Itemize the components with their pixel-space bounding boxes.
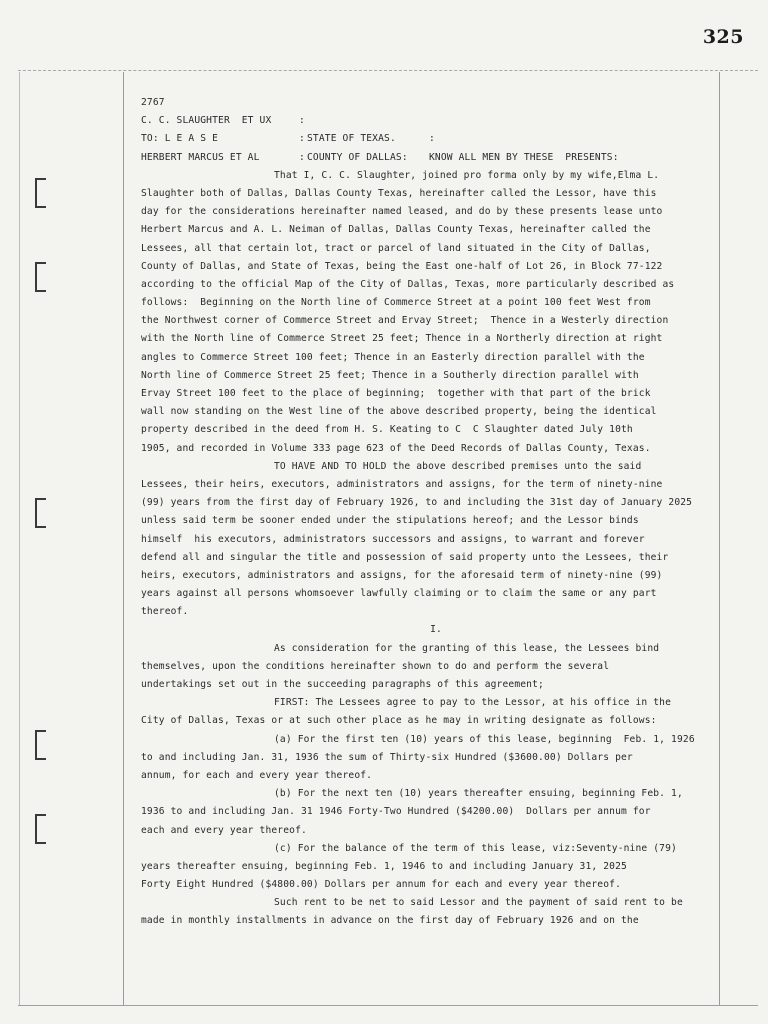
body-line: with the North line of Commerce Street 25 feet; Thence in a Northerly direction at right [141, 333, 663, 345]
body-line: (a) For the first ten (10) years of this lease, beginning Feb. 1, 1926 [274, 733, 695, 745]
body-line: Ervay Street 100 feet to the place of beginning; together with that part of the brick [141, 388, 651, 399]
colon-separator: : [299, 115, 305, 127]
body-line: each and every year thereof. [141, 824, 307, 836]
body-line: himself his executors, administrators successors and assigns, to warrant and forever [141, 533, 645, 545]
outer-margin-rule [19, 72, 20, 1006]
body-line: (c) For the balance of the term of this lease, viz:Seventy-nine (79) [274, 842, 677, 854]
body-line: unless said term be sooner ended under the stipulations hereof; and the Lessor binds [141, 515, 639, 527]
body-line: angles to Commerce Street 100 feet; Thence in an Easterly direction parallel with the [141, 351, 645, 363]
body-line: according to the official Map of the City of Dallas, Texas, more particularly described as [141, 278, 675, 290]
body-line: As consideration for the granting of this lease, the Lessees bind [274, 642, 660, 654]
left-margin-rule [123, 72, 124, 1006]
body-line: years against all persons whomsoever lawfully claiming or to claim the same or any part [141, 588, 657, 600]
body-line: defend all and singular the title and possession of said property unto the Lessees, their [141, 551, 669, 563]
body-line: (99) years from the first day of February 1926, to and including the 31st day of January 2025 [141, 497, 693, 509]
bottom-rule [18, 1005, 758, 1006]
body-line: 1936 to and including Jan. 31 1946 Forty-Two Hundred ($4200.00) Dollars per annum for [141, 806, 651, 818]
binder-hole-mark [35, 178, 46, 208]
body-line: years thereafter ensuing, beginning Feb. 1, 1946 to and including January 31, 2025 [141, 860, 627, 872]
body-line: thereof. [141, 606, 189, 618]
body-line: property described in the deed from H. S. Keating to C C Slaughter dated July 10th [141, 424, 633, 436]
body-line: the Northwest corner of Commerce Street and Ervay Street; Thence in a Westerly direction [141, 315, 669, 327]
page-number: 325 [702, 26, 744, 48]
body-line: themselves, upon the conditions hereinafter shown to do and perform the several [141, 660, 610, 672]
body-line: FIRST: The Lessees agree to pay to the Lessor, at his office in the [274, 697, 672, 709]
body-line: Slaughter both of Dallas, Dallas County Texas, hereinafter called the Lessor, have this [141, 187, 657, 199]
body-line: made in monthly installments in advance on the first day of February 1926 and on the [141, 915, 639, 927]
county-caption: COUNTY OF DALLAS: [307, 151, 408, 163]
body-line: 1905, and recorded in Volume 333 page 623 of the Deed Records of Dallas County, Texas. [141, 442, 651, 454]
colon-separator: : [429, 133, 435, 145]
body-line: heirs, executors, administrators and assigns, for the aforesaid term of ninety-nine (99) [141, 569, 663, 581]
body-line: Forty Eight Hundred ($4800.00) Dollars per annum for each and every year thereof. [141, 879, 621, 891]
header-row-grantor [141, 112, 731, 130]
header-row-instrument [141, 130, 731, 148]
header-row-grantee [141, 149, 731, 167]
colon-separator: : [299, 133, 305, 145]
body-line: undertakings set out in the succeeding paragraphs of this agreement; [141, 679, 544, 690]
binder-hole-mark [35, 262, 46, 292]
binder-hole-mark [35, 730, 46, 760]
lease-body [141, 167, 731, 931]
file-number: 2767 [141, 97, 165, 108]
binder-hole-mark [35, 814, 46, 844]
grantee: HERBERT MARCUS ET AL [141, 151, 260, 163]
body-line: That I, C. C. Slaughter, joined pro forma only by my wife,Elma L. [274, 169, 660, 181]
grantor: C. C. SLAUGHTER ET UX [141, 115, 272, 127]
instrument-type: TO: L E A S E [141, 133, 219, 145]
body-line: Herbert Marcus and A. L. Neiman of Dallas, Dallas County Texas, hereinafter called the [141, 224, 651, 236]
body-line: TO HAVE AND TO HOLD the above described premises unto the said [274, 460, 642, 472]
top-rule [18, 70, 758, 71]
body-line: City of Dallas, Texas or at such other place as he may in writing designate as follows: [141, 715, 657, 727]
section-heading: I. [430, 624, 442, 636]
body-line: annum, for each and every year thereof. [141, 769, 373, 781]
body-line: wall now standing on the West line of the above described property, being the identical [141, 406, 657, 418]
lease-document [141, 94, 731, 931]
body-line: follows: Beginning on the North line of Commerce Street at a point 100 feet West from [141, 297, 651, 309]
body-line: to and including Jan. 31, 1936 the sum of Thirty-six Hundred ($3600.00) Dollars per [141, 751, 633, 763]
body-line: North line of Commerce Street 25 feet; Thence in a Southerly direction parallel with [141, 369, 639, 381]
body-line: Lessees, their heirs, executors, administrators and assigns, for the term of ninety-nine [141, 478, 663, 490]
body-line: County of Dallas, and State of Texas, being the East one-half of Lot 26, in Block 77-122 [141, 260, 663, 272]
state-caption: STATE OF TEXAS. [307, 133, 396, 145]
know-all-men: KNOW ALL MEN BY THESE PRESENTS: [429, 151, 619, 163]
colon-separator: : [299, 151, 305, 163]
body-line: (b) For the next ten (10) years thereafter ensuing, beginning Feb. 1, [274, 788, 683, 800]
body-line: Such rent to be net to said Lessor and the payment of said rent to be [274, 897, 683, 909]
body-line: day for the considerations hereinafter named leased, and do by these presents lease unto [141, 206, 663, 218]
binder-hole-mark [35, 498, 46, 528]
body-line: Lessees, all that certain lot, tract or parcel of land situated in the City of Dallas, [141, 242, 651, 254]
